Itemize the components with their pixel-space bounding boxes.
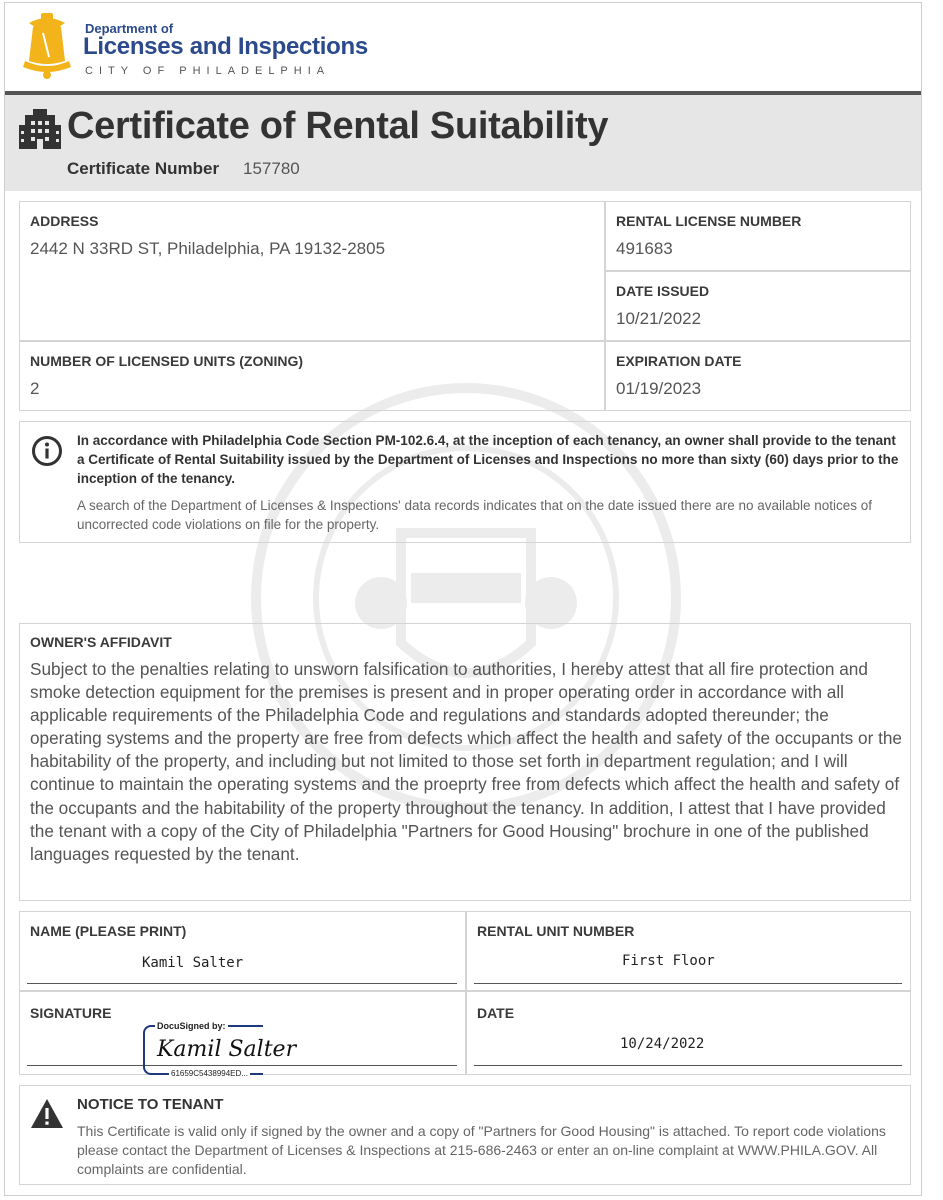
units-box xyxy=(19,341,605,411)
notice-text: This Certificate is valid only if signed by the owner and a copy of "Partners for Good Housing" is attached. To report code violations please contact the Department of Licenses & Inspections at 215-686-2463 or enter an on-line complaint at WWW.PHILA.GOV. All complaints are confidential. xyxy=(77,1123,886,1177)
date-value: 10/24/2022 xyxy=(620,1036,705,1052)
header xyxy=(5,3,921,93)
unit-line xyxy=(474,983,902,984)
affidavit-text: Subject to the penalties relating to unsworn falsification to authorities, I hereby attest that all fire protection and smoke detection equipment for the premises is present and in proper operating order in accordance with all applicable requirements of the Philadelphia Code and regulations and standards adopted thereunder; the operating systems and the property are free from defects which affect the health and safety of the occupants or the habitability of the property, and including but not limited to those set forth in department regulation; and I will continue to maintain the operating systems and the proeprty free from defects which affect the health and safety of the occupants and the habitability of the property throughout the tenancy. In addition, I attest that I have provided the tenant with a copy of the City of Philadelphia "Partners for Good Housing" brochure in one of the published languages requested by the tenant. xyxy=(30,659,902,864)
department-city: CITY OF PHILADELPHIA xyxy=(85,65,331,77)
warning-icon xyxy=(29,1097,65,1131)
issued-label: DATE ISSUED xyxy=(616,283,710,299)
name-line xyxy=(27,983,457,984)
liberty-bell-icon xyxy=(19,13,75,81)
info-icon xyxy=(31,435,63,467)
info-search-note: A search of the Department of Licenses & Inspections' data records indicates that on the date issued there are no available notices of uncorrected code violations on file for the property. xyxy=(77,498,873,532)
certificate-page xyxy=(4,2,922,1196)
notice-title: NOTICE TO TENANT xyxy=(77,1096,224,1113)
issued-value: 10/21/2022 xyxy=(616,309,702,328)
certificate-number-label: Certificate Number xyxy=(67,159,220,178)
affidavit-label: OWNER'S AFFIDAVIT xyxy=(30,634,172,650)
address-label: ADDRESS xyxy=(30,213,99,229)
page-title: Certificate of Rental Suitability xyxy=(67,105,609,147)
signature-label: SIGNATURE xyxy=(30,1005,112,1021)
name-label: NAME (PLEASE PRINT) xyxy=(30,923,187,939)
address-value: 2442 N 33RD ST, Philadelphia, PA 19132-2805 xyxy=(30,239,386,258)
date-label: DATE xyxy=(477,1005,515,1021)
unit-value: First Floor xyxy=(622,953,715,969)
department-label: Department of xyxy=(85,21,174,36)
address-box xyxy=(19,201,605,341)
expiration-value: 01/19/2023 xyxy=(616,379,702,398)
department-name: Licenses and Inspections xyxy=(83,33,368,60)
expiration-label: EXPIRATION DATE xyxy=(616,353,742,369)
certificate-number-value: 157780 xyxy=(243,159,300,178)
signature-value: Kamil Salter xyxy=(157,1037,297,1062)
name-value: Kamil Salter xyxy=(142,955,244,971)
docusign-id: 61659C5438994ED... xyxy=(171,1069,248,1078)
date-line xyxy=(474,1065,902,1066)
license-label: RENTAL LICENSE NUMBER xyxy=(616,213,802,229)
date-box xyxy=(466,991,911,1075)
unit-label: RENTAL UNIT NUMBER xyxy=(477,923,635,939)
info-statement: In accordance with Philadelphia Code Section PM-102.6.4, at the inception of each tenancy, an owner shall provide to the tenant a Certificate of Rental Suitability issued by the Department of Licenses and Inspections no more than sixty (60) days prior to the inception of the tenancy. xyxy=(77,433,899,486)
license-value: 491683 xyxy=(616,239,673,258)
building-icon xyxy=(19,109,61,151)
license-box xyxy=(605,201,911,271)
units-value: 2 xyxy=(30,379,40,398)
units-label: NUMBER OF LICENSED UNITS (ZONING) xyxy=(30,353,303,369)
expiration-box xyxy=(605,341,911,411)
issued-box xyxy=(605,271,911,341)
docusign-label: DocuSigned by: xyxy=(157,1021,226,1031)
